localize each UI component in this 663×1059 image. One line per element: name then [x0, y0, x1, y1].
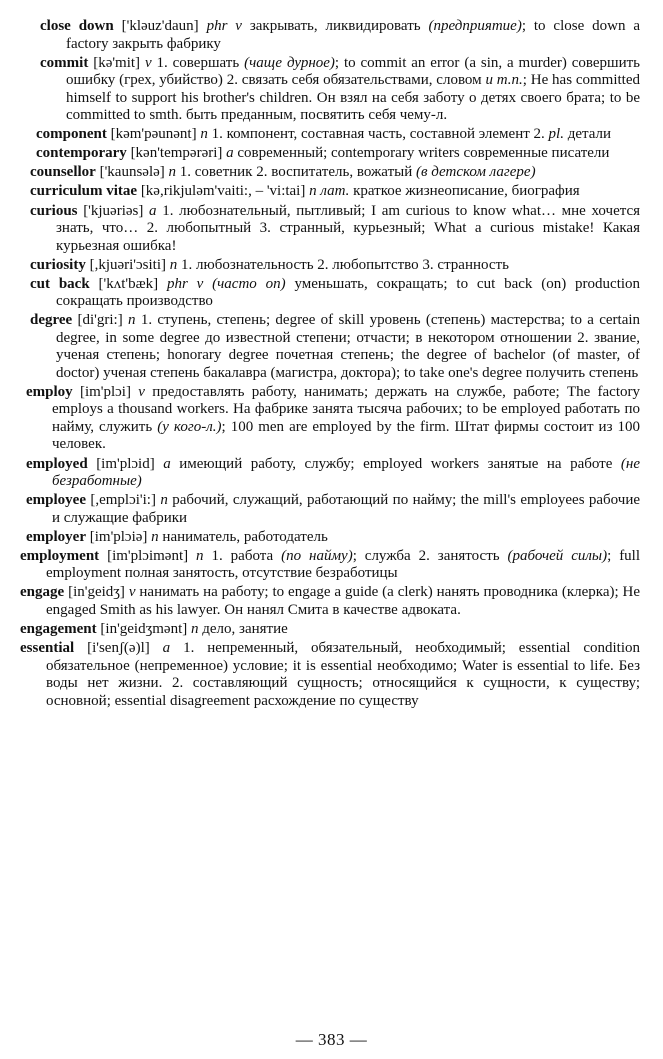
entry-employ — [26, 384, 640, 454]
headword: employ — [26, 383, 73, 400]
headword: engage — [20, 584, 65, 601]
usage-note: и т.п. — [485, 72, 523, 89]
headword: curiosity — [30, 256, 86, 273]
part-of-speech: n — [168, 164, 177, 181]
transcription: ['kjuəriəs] — [83, 202, 144, 219]
headword: employed — [26, 455, 88, 472]
entry-counsellor — [30, 164, 640, 182]
headword: degree — [30, 312, 73, 329]
transcription: [in'geidʒmənt] — [100, 621, 188, 637]
usage-note: (по найму) — [281, 547, 353, 564]
usage-note: (в детском лагере) — [416, 164, 536, 181]
part-of-speech: n — [200, 126, 208, 143]
transcription: [kən'tempərəri] — [130, 145, 223, 162]
transcription: [kə,rikjuləm'vaiti:, – 'vi:tai] — [140, 183, 306, 200]
transcription: [,emplɔi'i:] — [90, 492, 156, 509]
headword: employer — [26, 528, 86, 545]
part-of-speech: v — [138, 383, 145, 400]
part-of-speech: n — [151, 528, 159, 545]
transcription: [in'geidʒ] — [68, 584, 125, 601]
entry-employed — [26, 456, 640, 491]
headword: component — [36, 126, 107, 143]
entry-cut-back — [30, 276, 640, 311]
entry-curiosity — [30, 257, 640, 275]
usage-note: (у кого-л.) — [157, 418, 222, 435]
part-of-speech: n лат. — [309, 183, 350, 200]
headword: employment — [20, 547, 100, 564]
part-of-speech: a — [162, 640, 171, 657]
headword: close down — [40, 18, 114, 34]
definition: ; 100 men are employed by the firm. Штат фирмы состоит из 100 человек. — [52, 418, 641, 453]
entry-engagement — [20, 621, 640, 639]
headword: commit — [40, 54, 89, 71]
part-of-speech: n — [128, 312, 136, 329]
definition: 1. любознательность 2. любопытство 3. странность — [181, 256, 509, 273]
headword: engagement — [20, 621, 97, 637]
entry-engage — [20, 584, 640, 619]
entry-component — [36, 126, 640, 144]
definition: уменьшать, сокращать; to cut back (on) production сокращать производство — [56, 275, 641, 310]
transcription: ['kləuz'daun] — [121, 18, 199, 34]
headword: cut back — [30, 275, 90, 292]
part-of-speech: n — [196, 547, 204, 564]
headword: counsellor — [30, 164, 96, 181]
definition: закрывать, ликвидировать — [249, 18, 421, 34]
transcription: [kəm'pəunənt] — [110, 126, 197, 143]
entry-employer — [26, 529, 640, 547]
usage-note: (рабочей силы) — [507, 547, 608, 564]
part-of-speech: a — [163, 455, 171, 472]
transcription: [di'gri:] — [77, 312, 123, 329]
entry-employee — [26, 492, 640, 527]
usage-note: (часто on) — [212, 275, 286, 292]
transcription: ['kaunsələ] — [99, 164, 165, 181]
definition: 1. советник 2. воспитатель, вожатый — [179, 164, 413, 181]
definition: рабочий, служащий, работающий по найму; the mill's employees рабочие и служащие фабрики — [52, 492, 641, 526]
entry-degree — [30, 312, 640, 382]
part-of-speech: v — [144, 54, 152, 71]
definition: ; full employment полная занятость, отсутствие безработицы — [46, 547, 641, 582]
part-of-speech: a — [149, 202, 157, 219]
transcription: ['kʌt'bæk] — [98, 275, 159, 292]
part-of-speech: n — [191, 621, 199, 637]
definition: ; He has committed himself to support his brother's children. Он взял на себя заботу о детях своего брата; to be committed to smth. быть преданным, посвятить себя чему-л. — [66, 72, 641, 124]
definition: предоставлять работу, нанимать; держать на службе, работе; The factory employs a thousand workers. На фабрике занята тысяча рабочих; to be employed работать по найму, служить — [52, 383, 641, 435]
headword: curious — [30, 202, 78, 219]
usage-note: (чаще дурное) — [244, 54, 335, 71]
transcription: [im'plɔiə] — [89, 528, 148, 545]
page-number: — 383 — — [295, 1030, 368, 1049]
part-of-speech: n — [160, 492, 168, 509]
transcription: [im'plɔimənt] — [107, 547, 189, 564]
usage-note: pl. — [548, 126, 564, 143]
definition: имеющий работу, службу; employed workers занятые на работе — [179, 455, 613, 472]
definition: ; служба 2. занятость — [352, 547, 500, 564]
definition: наниматель, работодатель — [162, 528, 328, 545]
transcription: [,kjuəri'ɔsiti] — [89, 256, 167, 273]
part-of-speech: phr v — [166, 275, 204, 292]
entry-commit — [40, 55, 640, 125]
definition: дело, занятие — [202, 621, 288, 637]
part-of-speech: v — [128, 584, 136, 601]
definition: 1. компонент, составная часть, составной элемент 2. — [211, 126, 545, 143]
entry-close-down — [40, 18, 640, 53]
part-of-speech: a — [226, 145, 234, 162]
definition: 1. любознательный, пытливый; I am curious to know what… мне хочется знать, что… 2. любопытный 3. странный, курьезный; What a curious mistake! Какая курьезная ошибка! — [56, 202, 641, 254]
part-of-speech: phr v — [206, 18, 242, 34]
dictionary-page — [20, 18, 640, 712]
entry-contemporary — [36, 145, 640, 163]
headword: curriculum vitae — [30, 183, 138, 200]
usage-note: (не безработные) — [52, 455, 641, 490]
definition: ; to close down a factory закрыть фабрику — [66, 18, 641, 52]
part-of-speech: n — [169, 256, 178, 273]
entry-essential — [20, 640, 640, 710]
transcription: [im'plɔi] — [79, 383, 131, 400]
entry-curious — [30, 203, 640, 256]
definition: 1. непременный, обязательный, необходимый; essential condition обязательное (непременное) условие; it is essential необходимо; Water is essential to life. Без воды нет жизни. 2. составляющий сущность; относящийся к сущности, к существу; основной; essential disagreement расхождение по существу — [46, 640, 641, 709]
definition: современный; contemporary writers современные писатели — [237, 145, 610, 162]
definition: 1. совершать — [156, 54, 240, 71]
headword: essential — [20, 640, 75, 657]
entry-employment — [20, 548, 640, 583]
transcription: [kə'mit] — [93, 54, 141, 71]
definition: ; to commit an error (a sin, a murder) совершить ошибку (грех, убийство) 2. связать себя обязательствами, словом — [66, 54, 641, 89]
definition: 1. работа — [211, 547, 274, 564]
entry-curriculum-vitae — [30, 183, 640, 201]
transcription: [i'senʃ(ə)l] — [87, 640, 150, 657]
headword: employee — [26, 492, 86, 509]
definition: нанимать на работу; to engage a guide (a clerk) нанять проводника (клерка); He engaged Smith as his lawyer. Он нанял Смита в качестве адвоката. — [46, 584, 641, 618]
headword: contemporary — [36, 145, 127, 162]
definition: краткое жизнеописание, биография — [353, 183, 580, 200]
transcription: [im'plɔid] — [96, 455, 155, 472]
definition: 1. ступень, степень; degree of skill уровень (степень) мастерства; to a certain degree, in some degree до известной степени; отчасти; в некотором отношении 2. звание, ученая степень; honorary degree почетная степень; the degree of bachelor (of master, of doctor) ученая степень бакалавра (магистра, доктора); to take one's degree получить степень — [56, 312, 641, 381]
definition: детали — [567, 126, 612, 143]
usage-note: (предприятие) — [428, 18, 522, 34]
